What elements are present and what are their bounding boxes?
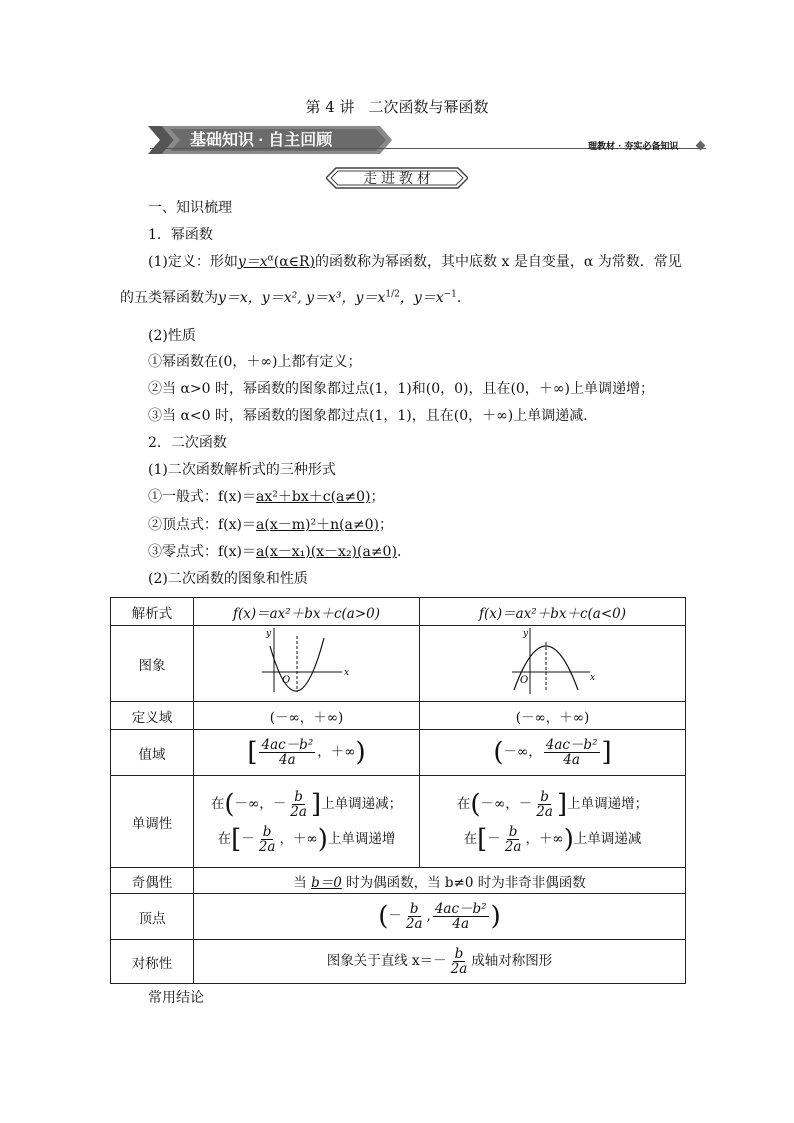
table-row [111,598,686,626]
monotonicity-positive: 在(－∞，－ $\frac{b}{2a}$ ]上单调递减； 在[－ $\frac{b}{2a}$ ，＋∞)上单调递增 [194,776,420,868]
row-label-range: 值域 [111,730,194,776]
zero-form: ③零点式：f(x)＝a(x－x₁)(x－x₂)(a≠0)． [148,544,411,560]
row-label-domain: 定义域 [111,702,194,730]
properties-heading: (2)性质 [148,328,196,344]
expr-negative: f(x)＝ax²＋bx＋c(a<0) [420,598,686,626]
sub-banner [326,166,468,190]
row-label-monotonicity: 单调性 [111,776,194,868]
row-label-parity: 奇偶性 [111,868,194,894]
expr-positive: f(x)＝ax²＋bx＋c(a>0) [194,598,420,626]
section-banner [148,124,398,156]
table-row [111,868,686,894]
svg-text:y: y [265,628,271,639]
property-1: ①幂函数在(0，＋∞)上都有定义； [148,354,362,370]
table-row [111,702,686,730]
symmetry-text: 图象关于直线 x＝－ $\frac{b}{2a}$ 成轴对称图形 [194,940,686,984]
row-label-vertex: 顶点 [111,894,194,940]
row-label-symmetry: 对称性 [111,940,194,984]
lecture-number: 第 4 讲 [305,98,355,116]
svg-text:O: O [519,674,528,686]
table-row [111,894,686,940]
banner-note: 理教材 · 夯实必备知识 [588,142,679,152]
upward-parabola-graph [262,628,352,696]
property-3: ③当 α<0 时，幂函数的图象都过点(1，1)，且在(0，＋∞)上单调递减． [148,408,598,424]
parity-text: 当 b＝0 时为偶函数，当 b≠0 时为非奇非偶函数 [194,868,686,894]
downward-parabola-graph [508,628,598,696]
vertex-form: ②顶点式：f(x)＝a(x－m)²＋n(a≠0)； [148,517,393,533]
power-function-heading: 1．幂函数 [148,227,213,243]
page-title [0,96,794,117]
quadratic-heading: 2．二次函数 [148,435,227,451]
svg-text:y: y [522,628,528,639]
property-2: ②当 α>0 时，幂函数的图象都过点(1，1)和(0，0)，且在(0，＋∞)上单调递增； [148,381,654,397]
forms-heading: (1)二次函数解析式的三种形式 [148,462,336,478]
lecture-topic: 二次函数与幂函数 [368,98,489,116]
svg-text:x: x [589,672,595,683]
definition-line1: (1)定义：形如$y=x^\alpha(\alpha\in R)$的函数称为幂函数，其中底数 x 是自变量，α 为常数．常见 [148,253,682,270]
table-row [111,776,686,868]
range-negative: (－∞， $\frac{\text{4ac－b²}}{4a}$ ] [420,730,686,776]
knowledge-heading: 一、知识梳理 [148,200,232,216]
table-row [111,730,686,776]
vertex-value: (－ $\frac{b}{2a}$ , $\frac{\text{4ac－b²}}{4a}$ ) [194,894,686,940]
general-form: ①一般式：f(x)＝ax²＋bx＋c(a≠0)； [148,489,385,505]
svg-text:O: O [281,674,290,686]
domain-negative: (－∞，＋∞) [420,702,686,730]
table-row [111,940,686,984]
monotonicity-negative: 在(－∞，－ $\frac{b}{2a}$ ]上单调递增； 在[－ $\frac{b}{2a}$ ，＋∞)上单调递减 [420,776,686,868]
common-conclusions-heading: 常用结论 [148,990,204,1006]
definition-formula: $y=x^\alpha(\alpha\in R)$ [237,253,316,270]
table-row [111,626,686,702]
quadratic-properties-table [110,597,686,984]
graph-negative [420,626,686,702]
sub-banner-label: 走 进 教 材 [363,170,431,186]
banner-label: 基础知识 · 自主回顾 [190,132,333,149]
row-label-graph: 图象 [111,626,194,702]
graph-positive [194,626,420,702]
definition-line2: 的五类幂函数为y＝x，y＝x², y＝x³，$y=x^{1/2}$，$y=x^{-1}$. [120,289,462,306]
svg-text:x: x [343,667,349,678]
range-positive: [ $\frac{\text{4ac－b²}}{4a}$ ，＋∞) [194,730,420,776]
row-label-expression: 解析式 [111,598,194,626]
graph-properties-heading: (2)二次函数的图象和性质 [148,571,308,587]
domain-positive: (－∞，＋∞) [194,702,420,730]
